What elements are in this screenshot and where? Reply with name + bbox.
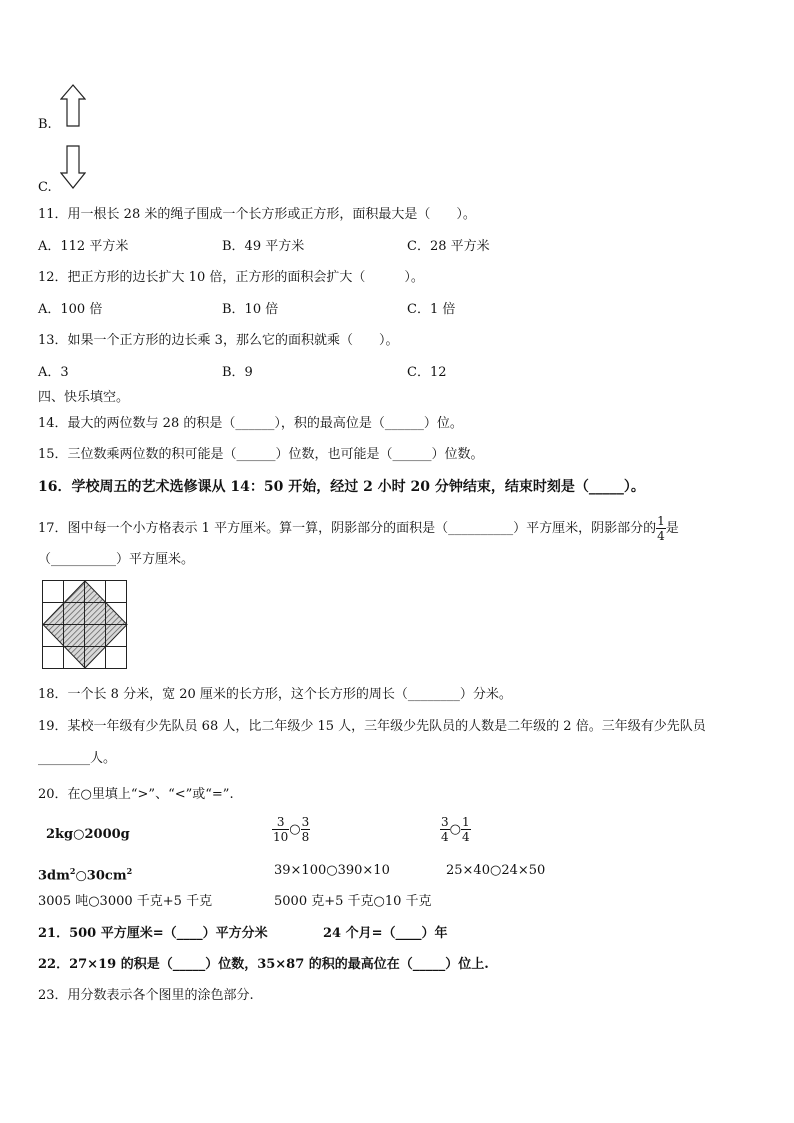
question-19-line-2: ________人。 — [38, 751, 117, 766]
fraction-numerator: 1 — [461, 815, 470, 829]
option-b-label: B. — [38, 117, 52, 132]
fraction-denominator: 8 — [301, 830, 310, 844]
down-arrow-icon — [60, 145, 86, 189]
option-c-label: C. — [38, 180, 52, 195]
fraction-3-8 — [301, 815, 311, 844]
question-19-line-1: 19．某校一年级有少先队员 68 人，比二年级少 15 人，三年级少先队员的人数是二年级的 2 倍。三年级有少先队员 — [38, 719, 706, 734]
fraction-denominator: 4 — [441, 830, 449, 844]
question-14: 14．最大的两位数与 28 的积是（______），积的最高位是（______）位。 — [38, 416, 463, 431]
question-12-option-c[interactable]: C．1 倍 — [407, 302, 456, 317]
question-16: 16．学校周五的艺术选修课从 14：50 开始，经过 2 小时 20 分钟结束，结束时刻是（_____）。 — [38, 479, 645, 495]
q20-compare-8: 5000 克+5 千克○10 千克 — [274, 894, 432, 909]
section-4-heading: 四、快乐填空。 — [38, 390, 130, 405]
compare-left: 3dm — [38, 868, 70, 884]
question-17-line-1 — [38, 514, 679, 543]
question-18: 18．一个长 8 分米，宽 20 厘米的长方形，这个长方形的周长（________）分米。 — [38, 687, 512, 702]
q20-compare-3 — [440, 815, 471, 845]
question-11-option-b[interactable]: B．49 平方米 — [222, 239, 305, 254]
up-arrow-icon — [60, 84, 86, 128]
question-13-option-a[interactable]: A．3 — [38, 365, 69, 380]
fraction-1-4 — [461, 815, 471, 844]
question-12-option-a[interactable]: A．100 倍 — [38, 302, 103, 317]
fraction-numerator: 1 — [657, 514, 665, 528]
compare-right: ○30cm — [75, 868, 127, 884]
compare-circle[interactable]: ○ — [449, 822, 461, 837]
superscript: 2 — [69, 866, 76, 876]
question-11-option-a[interactable]: A．112 平方米 — [38, 239, 129, 254]
compare-circle[interactable]: ○ — [289, 822, 301, 837]
question-17-fraction — [656, 514, 666, 543]
fraction-denominator: 4 — [657, 529, 665, 543]
q20-compare-1: 2kg○2000g — [46, 827, 130, 842]
q20-compare-7: 3005 吨○3000 千克+5 千克 — [38, 894, 213, 909]
question-21-part-a: 21．500 平方厘米=（____）平方分米 — [38, 926, 268, 941]
q20-compare-6: 25×40○24×50 — [446, 863, 546, 878]
q20-compare-5: 39×100○390×10 — [274, 863, 390, 878]
q20-compare-2 — [272, 815, 310, 845]
superscript: 2 — [126, 866, 133, 876]
question-17-text-b: 是 — [665, 521, 679, 536]
question-11-option-c[interactable]: C．28 平方米 — [407, 239, 490, 254]
question-17-line-2: （__________）平方厘米。 — [38, 552, 195, 567]
fraction-numerator: 3 — [441, 815, 449, 829]
shaded-grid-figure — [42, 580, 128, 670]
question-21-part-b: 24 个月=（____）年 — [323, 926, 448, 941]
fraction-denominator: 4 — [461, 830, 470, 844]
fraction-3-10 — [272, 815, 289, 844]
fraction-denominator: 10 — [273, 830, 289, 844]
question-23: 23．用分数表示各个图里的涂色部分. — [38, 988, 254, 1003]
question-15: 15．三位数乘两位数的积可能是（______）位数，也可能是（______）位数。 — [38, 447, 484, 462]
question-12-option-b[interactable]: B．10 倍 — [222, 302, 279, 317]
question-17-text-a: 17．图中每一个小方格表示 1 平方厘米。算一算，阴影部分的面积是（__________）平方厘米，阴影部分的 — [38, 521, 657, 536]
question-13-option-b[interactable]: B．9 — [222, 365, 253, 380]
fraction-3-4 — [440, 815, 450, 844]
question-22: 22．27×19 的积是（_____）位数，35×87 的积的最高位在（_____）位上. — [38, 957, 489, 972]
fraction-numerator: 3 — [301, 815, 310, 829]
question-13-stem: 13．如果一个正方形的边长乘 3，那么它的面积就乘（ ）。 — [38, 333, 399, 348]
question-12-stem: 12．把正方形的边长扩大 10 倍，正方形的面积会扩大（ ）。 — [38, 270, 424, 285]
question-13-option-c[interactable]: C．12 — [407, 365, 447, 380]
fraction-numerator: 3 — [272, 815, 289, 830]
question-11-stem: 11．用一根长 28 米的绳子围成一个长方形或正方形，面积最大是（ ）。 — [38, 207, 476, 222]
question-20-stem: 20．在○里填上“>”、“<”或“=”. — [38, 787, 234, 802]
q20-compare-4 — [38, 862, 132, 885]
